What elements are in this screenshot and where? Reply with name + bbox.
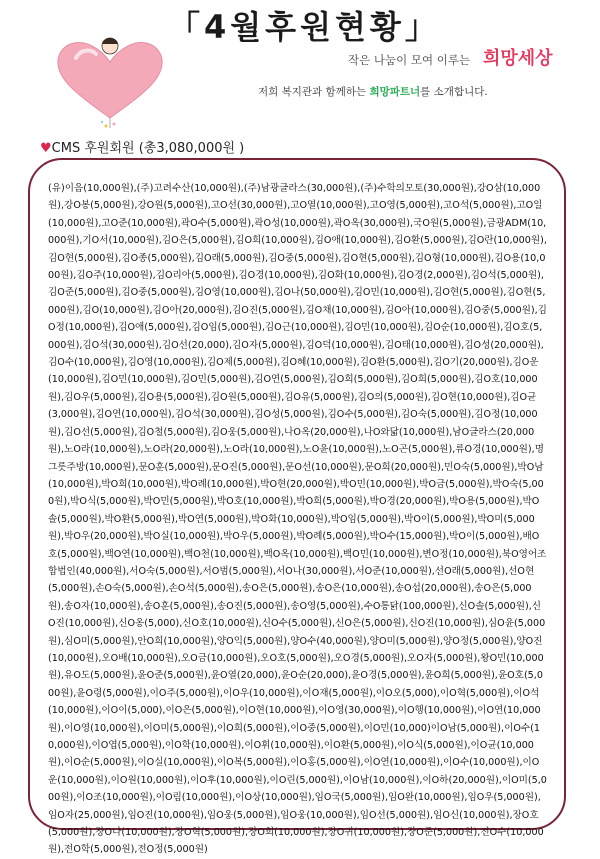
intro-text-before: 저희 복지관과 함께하는 (258, 86, 370, 98)
brand-name: 희망세상 (483, 48, 553, 69)
slogan-text: 작은 나눔이 모여 이루는 (348, 53, 471, 67)
donor-list-box (28, 158, 566, 856)
page-title: 「4월후원현황」 (168, 8, 441, 46)
section-heading-text: CMS 후원회원 (총3,080,000원 ) (51, 141, 245, 156)
heart-balloon-illustration (50, 30, 170, 132)
heart-bullet-icon: ♥ (40, 141, 52, 156)
intro-text-after: 를 소개합니다. (420, 86, 488, 98)
donor-list-text: (유)이음(10,000원),(주)고려수산(10,000원),(주)남광글라스(30,000원),(주)수학의모토(30,000원),강O삼(10,000원),강O봉(5,000원),강O원(5,000원),고O선(30,000원),고O열(10,000원),고O영(5,000원),고O석(5,000원),고O일(10,000원),고O준(10,000원),곽O수(5,000원),곽O성(10,000원),곽O옥(30,000원),국O원(5,000원),금광ADM(10,000원),기O서(10,000원),김O은(5,000원),김O희(10,000원),김O애(10,000원),김O환(5,000원),김O란(10,000원),김O현(5,000원),김O종(5,000원),김O래(5,000원),김O중(5,000원),김O현(5,000원),김O형(10,000원),김O용(10,000원),김O주(10,000원),김O리아(5,000원),김O경(10,000원),김O화(10,000원),김O경(2,000원),김O석(5,000원),김O준(5,000원),김O중(5,000원),김O영(10,000원),김O나(50,000원),김O민(10,000원),김O현(5,000원),김O현(5,000원),김O(10,000원),김O아(20,000원),김O진(5,000원),김O채(10,000원),김O아(10,000원),김O중(5,000원),김O정(10,000원),김O애(5,000원),김O임(5,000원),김O근(10,000원),김O민(10,000원),김O순(10,000원),김O호(5,000원),김O석(30,000원),김O선(20,000),김O자(5,000원),김O덕(10,000원),김O태(10,000원),김O성(20,000원),김O수(10,000원),김O영(10,000원),김O제(5,000원),김O혜(10,000원),김O환(5,000원),김O기(20,000원),김O운(10,000원),김O민(10,000원),김O민(5,000원),김O연(5,000원),김O희(5,000원),김O희(5,000원),김O호(10,000원),김O우(5,000원),김O용(5,000원),김O원(5,000원),김O유(5,000원),김O의(5,000원),김O현(10,000원),김O균(3,000원),김O연(10,000원),김O석(30,000원),김O성(5,000원),김O수(5,000원),김O숙(5,000원),김O정(10,000원),김O선(5,000원),김O철(5,000원),김O웅(5,000원),나O옥(20,000원),나O와닯(10,000원),남O글라스(20,000원),노O라(10,000원),노O라(20,000원),노O라(10,000원),노O윤(10,000원),노O곤(5,000원),류O경(10,000원),명그릇주방(10,000원),문O훈(5,000원),문O진(5,000원),문O선(10,000원),문O희(20,000원),민O숙(5,000원),박O남(10,000원),박O희(10,000원),박O례(10,000원),박O현(20,000원),박O민(10,000원),박O금(5,000원),박O숙(5,000원),박O식(5,000원),박O민(5,000원),박O호(10,000원),박O희(5,000원),박O경(20,000원),박O용(5,000원),박O솔(5,000원),박O환(5,000원),박O연(5,000원),박O화(10,000원),박O임(5,000원),박O이(5,000원),박O미(5,000원),박O우(20,000원),박O실(10,000원),박O우(5,000원),박O례(5,000원),박O수(15,000원),박O이(5,000원),배O호(5,000원),백O연(10,000원),백O천(10,000원),백O옥(10,000원),백O민(10,000원),변O정(10,000원),북O영어조합법인(40,000원),서O숙(5,000원),서O범(5,000원),서O나(30,000원),서O준(10,000원),선O래(5,000원),선O현(5,000원),손O숙(5,000원),손O석(5,000원),송O은(5,000원),송O은(10,000원),송O섭(20,000원),송O은(5,000원),송O자(10,000원),송O훈(5,000원),송O진(5,000원),송O영(5,000원),수O통닭(100,000원),신O솔(5,000원),신O진(10,000원),신O옹(5,000),신O호(10,000원),신O수(5,000원),신O은(5,000원),신O진(10,000원),심O윤(5,000원),심O미(5,000원),안O희(10,000원),양O익(5,000원),양O수(40,000원),양O미(5,000원),양O정(5,000원),양O진(10,000원),오O배(10,000원),오O금(10,000원),오O호(5,000원),오O경(5,000원),오O자(5,000원),왕O민(10,000원),유O도(5,000원),윤O준(5,000원),윤O열(20,000),윤O순(20,000),윤O경(5,000원),윤O희(5,000원),윤O호(5,000원),윤O령(5,000원),이O주(5,000원),이O우(10,000원),이O재(5,000원),이O오(5,000),이O혁(5,000원),이O석(10,000원),이O이(5,000),이O은(5,000원),이O현(10,000원),이O영(30,000원),이O행(10,000원),이O연(10,000원),이O영(10,000원),이O미(5,000원),이O희(5,000원),이O중(5,000원),이O민(10,000)이O남(5,000원),이O수(10,000원),이O엽(5,000원),이O학(10,000원),이O휘(10,000원),이O환(5,000원),이O식(5,000원),이O균(10,000원),이O순(5,000원),이O실(10,000원),이O복(5,000원),이O홍(5,000원),이O연(10,000원),이O수(10,000원),이O운(10,000원),이O원(10,000원),이O후(10,000원),이O린(5,000원),이O남(10,000원),이O하(20,000원),이O미(5,000원),이O조(10,000원),이O림(10,000원),이O상(10,000원),임O국(5,000원),임O완(10,000원),임O우(5,000원),임O자(25,000원),임O진(10,000원),임O웅(5,000원),임O웅(10,000원),임O선(5,000원),임O신(10,000원),장O호(5,000원),장O나(10,000원),장O혁(5,000원),장O희(10,000원),장O귀(10,000원),장O준(5,000원),전O수(10,000원),전O학(5,000원),전O정(5,000원) (48, 183, 547, 856)
section-heading (40, 137, 244, 156)
intro-partner: 희망파트너 (369, 86, 421, 98)
intro-line (258, 84, 488, 99)
